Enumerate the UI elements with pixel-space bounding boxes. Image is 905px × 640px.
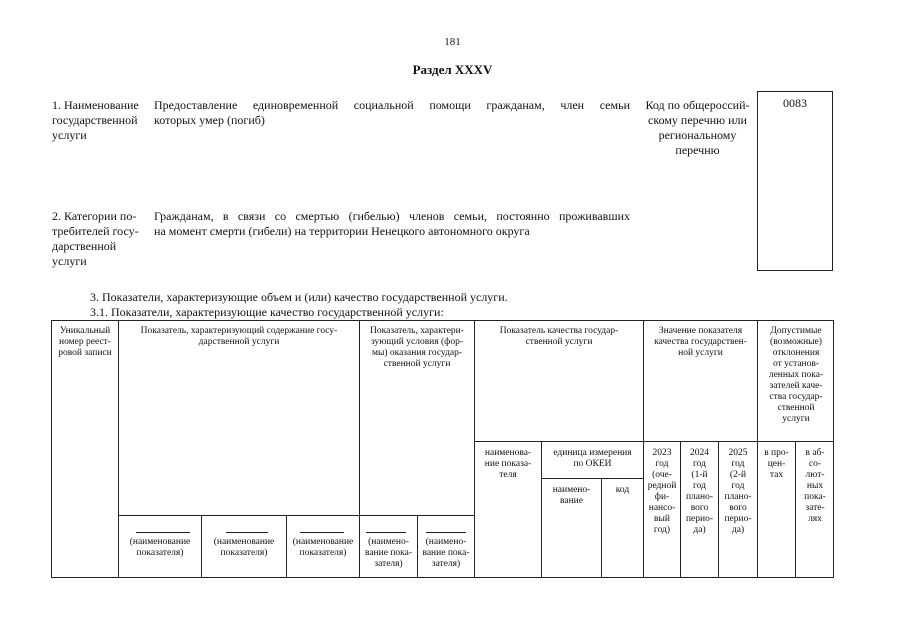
unit-name: наимено- вание (552, 485, 591, 506)
header-allowed-deviation: Допустимые (возможные) отклонения от установ- ленных пока- зателей каче- ства государ- ственной услуги (768, 326, 824, 424)
page-number: 181 (444, 36, 461, 48)
year-2024: 2024 год (1-й год плано- вого перио- да) (685, 448, 714, 535)
header-quality-indicator: Показатель качества государ- ственной услуги (499, 326, 619, 347)
unit-code: код (615, 485, 630, 495)
content-indicator-2-name: (наименование показателя) (213, 537, 275, 558)
deviation-absolute: в аб- со- лют- ных пока- зате- лях (804, 448, 826, 524)
condition-indicator-2-name: (наимено- вание пока- зателя) (422, 537, 470, 569)
content-indicator-1-name: (наименование показателя) (129, 537, 191, 558)
header-content-indicator: Показатель, характеризующий содержание госу- дарственной услуги (140, 326, 338, 347)
section-title: Раздел XXXV (412, 62, 493, 77)
service-name-label: 1. Наименование государственной услуги (52, 98, 139, 142)
header-indicator-value: Значение показателя качества государствен- ной услуги (654, 326, 747, 358)
header-unique-number: Уникальный номер реест- ровой записи (58, 326, 112, 358)
indicators-heading: 3. Показатели, характеризующие объем и (или) качество государственной услуги. (90, 290, 508, 304)
registry-code-value: 0083 (783, 96, 807, 110)
consumer-category-text: Гражданам, в связи со смертью (гибелью) членов семьи, постоянно проживавших на момент смерти (гибели) на территории Ненецкого автономного округа (154, 209, 630, 238)
deviation-percent: в про- цен- тах (764, 448, 789, 480)
service-name-text: Предоставление единовременной социальной помощи гражданам, член семьи которых умер (погиб) (154, 98, 630, 127)
unit-of-measure: единица измерения по ОКЕИ (553, 448, 632, 469)
consumer-category-label: 2. Категории по- требителей госу- дарственной услуги (52, 209, 139, 268)
year-2023: 2023 год (оче- редной фи- нансо- вый год) (647, 448, 677, 535)
content-indicator-3-name: (наименование показателя) (292, 537, 354, 558)
registry-code-label: Код по общероссий- скому перечню или региональному перечню (645, 98, 750, 157)
year-2025: 2025 год (2-й год плано- вого перио- да) (724, 448, 752, 535)
quality-indicator-name: наименова- ние показа- теля (484, 448, 532, 480)
condition-indicator-1-name: (наимено- вание пока- зателя) (364, 537, 413, 569)
header-condition-indicator: Показатель, характери- зующий условия (фор- мы) оказания государ- ственной услуги (370, 326, 464, 369)
quality-indicators-heading: 3.1. Показатели, характеризующие качество государственной услуги: (90, 305, 444, 319)
